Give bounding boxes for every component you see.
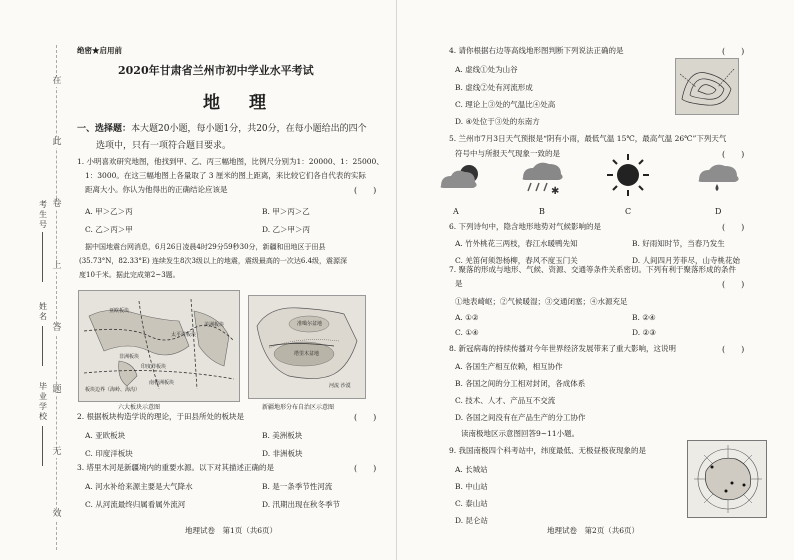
seal-char: 效 [52,509,62,519]
name-label: 姓 名 [39,302,47,321]
q8-answer-paren[interactable]: ( ) [722,345,745,354]
q5-line-1: 5. 兰州市7月3日天气预报是“阴有小雨，最低气温 15℃，最高气温 26℃”下列天气 [449,134,727,143]
passage-line-2: (35.73°N，82.33°E) 连续发生8次3级以上的地震，震级最高的一次达6.4级，震源深 [79,257,348,265]
plate-label: 非洲板块 [119,354,140,360]
plate-map-caption: 六大板块示意图 [118,404,161,411]
q2-stem: 2. 根据板块构造学说的理论，于田县所处的板块是 [77,412,245,421]
seal-char: 答 [52,323,62,333]
q2-answer-paren[interactable]: ( ) [354,413,377,422]
antarctica-polar-drawing [688,441,766,517]
q7-conditions: ①地表崎岖；②气候暖湿；③交通闭塞；④水源充足 [455,297,628,306]
antarctica-map-figure [687,440,767,518]
q7-line-1: 7. 聚落的形成与地形、气候、资源、交通等条件关系密切。下列有利于聚落形成的条件 [449,265,737,274]
q9-option-d[interactable]: D. 昆仑站 [455,516,489,525]
q7-line-2: 是 [455,279,463,288]
q2-option-a[interactable]: A. 亚欧板块 [85,431,126,440]
q6-option-c[interactable]: C. 羌笛何须怨杨柳，春风不度玉门关 [455,256,578,265]
q7-option-d[interactable]: D. ②③ [632,328,656,337]
q4-answer-paren[interactable]: ( ) [722,47,745,56]
q6-answer-paren[interactable]: ( ) [722,223,745,232]
q5-label-b[interactable]: B [539,207,545,216]
section-title: 一、选择题： [77,124,132,134]
xinjiang-map-caption: 新疆地形分布自治区示意图 [262,404,335,411]
q6-stem: 6. 下列诗句中，隐含地形地势对气候影响的是 [449,222,602,231]
candidate-number-underline[interactable] [42,232,43,282]
q8-option-d[interactable]: D. 各国之间没有在产品生产的分工协作 [455,413,586,422]
q8-stem: 8. 新冠病毒的持续传播对今年世界经济发展带来了重大影响，这说明 [449,344,677,353]
q4-option-c[interactable]: C. 理论上③处的气温比④处高 [455,100,556,109]
q3-option-a[interactable]: A. 河水补给来源主要是大气降水 [85,482,193,491]
cloudy-light-rain-weather-icon[interactable] [695,160,741,194]
name-underline[interactable] [42,326,43,366]
q7-answer-paren[interactable]: ( ) [722,280,745,289]
q9-option-a[interactable]: A. 长城站 [455,465,488,474]
contour-lines-drawing [676,59,738,114]
q5-line-2: 符号中与所报天气现象一致的是 [455,149,560,158]
q9-option-c[interactable]: C. 泰山站 [455,499,488,508]
q6-option-d[interactable]: D. 人间四月芳菲尽，山寺桃花始 [632,256,741,265]
section-desc-1: 本大题20小题，每小题1分，共20分，在每小题给出的四个 [131,124,367,134]
q1-option-d[interactable]: D. 乙＞甲＞丙 [262,225,311,234]
passage-line-1: 据中国地震台网消息，6月26日凌晨4时29分59秒30分，新疆和田地区于田县 [85,243,326,251]
page-2-footer: 地理试卷 第2页（共6页） [547,526,640,535]
passage-line-3: 度10千米。据此完成第2~3题。 [79,271,180,279]
q1-option-a[interactable]: A. 甲＞乙＞丙 [85,207,133,216]
contour-map-figure [675,58,739,115]
q5-label-a[interactable]: A [453,207,459,216]
q5-answer-paren[interactable]: ( ) [722,150,745,159]
q8-option-c[interactable]: C. 技术、人才、产品互不交流 [455,396,556,405]
q3-option-d[interactable]: D. 汛期出现在秋冬季节 [262,500,341,509]
basin-label: 准噶尔盆地 [297,321,323,327]
q7-option-b[interactable]: B. ②④ [632,313,656,322]
rain-snow-weather-icon[interactable] [517,158,569,198]
q5-label-d[interactable]: D [715,207,722,216]
seal-char: 无 [52,447,62,457]
exam-title: 2020年甘肃省兰州市初中学业水平考试 [118,64,314,77]
binding-margin [0,0,66,560]
q1-line-3: 距离大小。你认为他得出的正确结论应该是 [85,185,228,194]
basin-label: 塔里木盆地 [294,351,320,357]
q6-option-b[interactable]: B. 好雨知时节，当春乃发生 [632,239,725,248]
q1-line-1: 1. 小明喜欢研究地图，他找到甲、乙、丙三幅地图，比例尺分别为1：20000、1：25000、 [77,157,384,166]
seal-char: 在 [52,76,62,86]
q4-option-d[interactable]: D. ④处位于③处的东南方 [455,117,540,126]
q3-option-b[interactable]: B. 是一条季节性河流 [262,482,333,491]
school-underline[interactable] [42,426,43,466]
plate-label: 南极洲板块 [149,380,175,386]
q6-option-a[interactable]: A. 竹外桃花三两枝，春江水暖鸭先知 [455,239,578,248]
q1-line-2: 1：3000。在这三幅地图上各量取了 3 厘米的图上距离，来比较它们各自代表的实际 [85,171,366,180]
xinjiang-map-figure [248,295,366,399]
q3-stem: 3. 塔里木河是新疆境内的重要水源。以下对其描述正确的是 [77,463,275,472]
seal-char: 题 [52,385,62,395]
q2-option-d[interactable]: D. 非洲板块 [262,449,303,458]
candidate-number-label: 考 生 号 [39,200,47,229]
q9-stem: 9. 我国南极四个科考站中，纬度最低、无极昼极夜现象的是 [449,446,647,455]
q8-option-b[interactable]: B. 各国之间的分工相对封闭，各成体系 [455,379,586,388]
plate-label: 太平洋板块 [171,332,197,338]
section-header [77,123,367,135]
plate-label: 印度洋板块 [141,364,167,370]
q4-option-a[interactable]: A. 虚线①处为山谷 [455,65,518,74]
seal-char: 上 [52,261,62,271]
svg-text:✱: ✱ [551,186,560,197]
q5-label-c[interactable]: C [625,207,632,216]
secret-mark: 绝密★启用前 [77,46,122,55]
cloudy-sunny-weather-icon[interactable] [437,158,485,194]
q1-option-c[interactable]: C. 乙＞丙＞甲 [85,225,133,234]
section-desc-2: 选项中，只有一项符合题目要求。 [96,141,232,151]
q1-option-b[interactable]: B. 甲＞丙＞乙 [262,207,310,216]
seal-char: 卷 [52,199,62,209]
q2-option-c[interactable]: C. 印度洋板块 [85,449,133,458]
q4-stem: 4. 请你根据右边等高线地形图判断下列说法正确的是 [449,46,624,55]
q9-11-passage: 读南极地区示意图回答9~11小题。 [461,429,580,438]
q4-option-b[interactable]: B. 虚线②处有河流形成 [455,83,533,92]
q9-option-b[interactable]: B. 中山站 [455,482,488,491]
exam-page-2 [397,0,794,560]
seal-char: 此 [52,137,62,147]
q3-answer-paren[interactable]: ( ) [354,464,377,473]
q1-answer-paren[interactable]: ( ) [354,186,377,195]
page-1-footer: 地理试卷 第1页（共6页） [185,526,278,535]
q7-option-c[interactable]: C. ①④ [455,328,479,337]
xinjiang-map-legend: 河流 沙漠 [329,383,351,389]
plate-label: 美洲板块 [204,322,225,328]
school-label: 毕 业 学 校 [39,382,47,421]
binding-dashed-line [56,45,57,550]
plate-map-figure [78,290,240,402]
subject-title: 地 理 [203,93,272,113]
q7-option-a[interactable]: A. ①② [455,313,479,322]
q2-option-b[interactable]: B. 美洲板块 [262,431,303,440]
plate-map-legend: 板块边界（海岭、海沟） [85,387,141,393]
q3-option-c[interactable]: C. 从河流最终归属看属外流河 [85,500,186,509]
sunny-weather-icon[interactable] [605,152,651,198]
plate-label: 亚欧板块 [109,308,130,314]
q8-option-a[interactable]: A. 各国生产相互依赖，相互协作 [455,362,563,371]
